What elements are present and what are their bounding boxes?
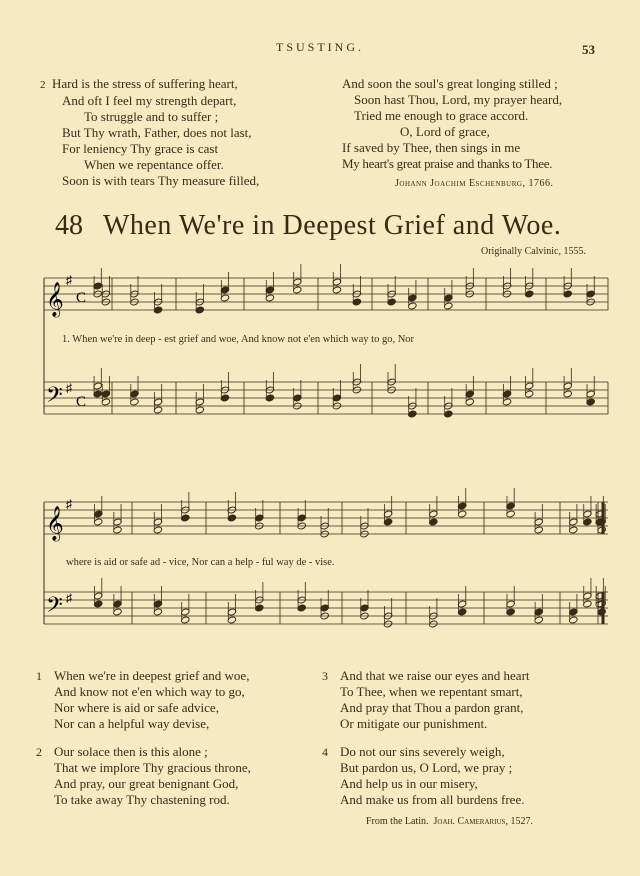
verse-line: Tried me enough to grace accord. <box>354 108 529 123</box>
verse-line: And oft I feel my strength depart, <box>62 93 237 108</box>
verse-line: Nor can a helpful way devise, <box>54 716 210 731</box>
hymn-attribution <box>366 816 533 827</box>
verse-line: And make us from all burdens free. <box>340 792 525 807</box>
verse-line: To take away Thy chastening rod. <box>54 792 230 807</box>
verse-line: Nor where is aid or safe advice, <box>54 700 219 715</box>
previous-hymn-right-column <box>342 76 562 172</box>
verse-line: And that we raise our eyes and heart <box>340 668 530 683</box>
time-signature-treble: C <box>76 290 87 306</box>
verse-1 <box>36 668 249 732</box>
verse-number: 3 <box>322 669 328 683</box>
verse-line: And pray that Thou a pardon grant, <box>340 700 524 715</box>
bass-clef-icon: 𝄢 <box>46 593 63 622</box>
verse-line: Do not our sins severely weigh, <box>340 744 505 759</box>
bass-staff-lines <box>44 382 608 414</box>
author-name: Johann Joachim Eschenburg <box>395 178 523 189</box>
verse-line: And pray, our great benignant God, <box>54 776 239 791</box>
author-year: 1766. <box>528 178 554 189</box>
verse-line: Soon hast Thou, Lord, my prayer heard, <box>354 92 563 107</box>
previous-hymn-attribution: Johann Joachim Eschenburg, 1766. <box>395 178 554 189</box>
verse-line: When we're in deepest grief and woe, <box>54 668 250 683</box>
key-signature-bass: ♯ <box>66 591 72 605</box>
verse-line: That we implore Thy gracious throne, <box>54 760 251 775</box>
key-signature-treble: ♯ <box>66 497 72 511</box>
page-number: 53 <box>582 42 595 57</box>
stanza-number: 2 <box>40 79 46 91</box>
verse-4 <box>322 744 524 808</box>
verse-line: When we repentance offer. <box>84 157 224 172</box>
verse-line: Soon is with tears Thy measure filled, <box>62 173 260 188</box>
verse-line: Our solace then is this alone ; <box>54 744 208 759</box>
author-name: Joah. Camerarius, <box>433 816 508 827</box>
treble-clef-icon: 𝄞 <box>46 507 64 540</box>
verse-number: 1 <box>36 669 42 683</box>
bass-clef-icon: 𝄢 <box>46 383 63 412</box>
key-signature-treble: ♯ <box>66 273 72 287</box>
verse-line: O, Lord of grace, <box>400 124 490 139</box>
author-year: 1527. <box>510 816 533 827</box>
verse-number: 4 <box>322 745 328 759</box>
verse-line: To struggle and to suffer ; <box>84 109 219 124</box>
lyric-underlay-2: where is aid or safe ad - vice, Nor can a help - ful way de - vise. <box>66 557 335 568</box>
running-head: TSUSTING. <box>275 40 364 54</box>
translation-source: From the Latin. <box>366 816 429 827</box>
hymn-title: When We're in Deepest Grief and Woe. <box>103 210 562 241</box>
treble-staff-lines <box>44 502 608 534</box>
time-signature-bass: C <box>76 394 87 410</box>
key-signature-bass: ♯ <box>66 381 72 395</box>
verse-line: 2 Hard is the stress of suffering heart, <box>40 76 238 91</box>
verse-line: If saved by Thee, then sings in me <box>342 140 521 155</box>
music-system-1 <box>36 262 616 440</box>
verse-line: And soon the soul's great longing stilled ; <box>342 76 558 91</box>
verse-line: And help us in our misery, <box>340 776 478 791</box>
verse-line: For leniency Thy grace is cast <box>62 141 219 156</box>
verse-line: But Thy wrath, Father, does not last, <box>62 125 252 140</box>
verse-3 <box>322 668 530 732</box>
tune-source: Originally Calvinic, 1555. <box>481 246 586 257</box>
verse-line: To Thee, when we repentant smart, <box>340 684 523 699</box>
verse-line: But pardon us, O Lord, we pray ; <box>340 760 513 775</box>
hymn-number: 48 <box>55 210 83 241</box>
verse-2 <box>36 744 251 808</box>
treble-staff-lines <box>44 278 608 310</box>
treble-clef-icon: 𝄞 <box>46 283 64 316</box>
verse-line: Or mitigate our punishment. <box>340 716 488 731</box>
lyric-underlay-1: 1. When we're in deep - est grief and woe, And know not e'en which way to go, Nor <box>62 334 415 345</box>
verse-line: My heart's great praise and thanks to Thee. <box>342 156 553 171</box>
verse-line: And know not e'en which way to go, <box>54 684 245 699</box>
verse-number: 2 <box>36 745 42 759</box>
previous-hymn-left-column <box>40 76 259 189</box>
